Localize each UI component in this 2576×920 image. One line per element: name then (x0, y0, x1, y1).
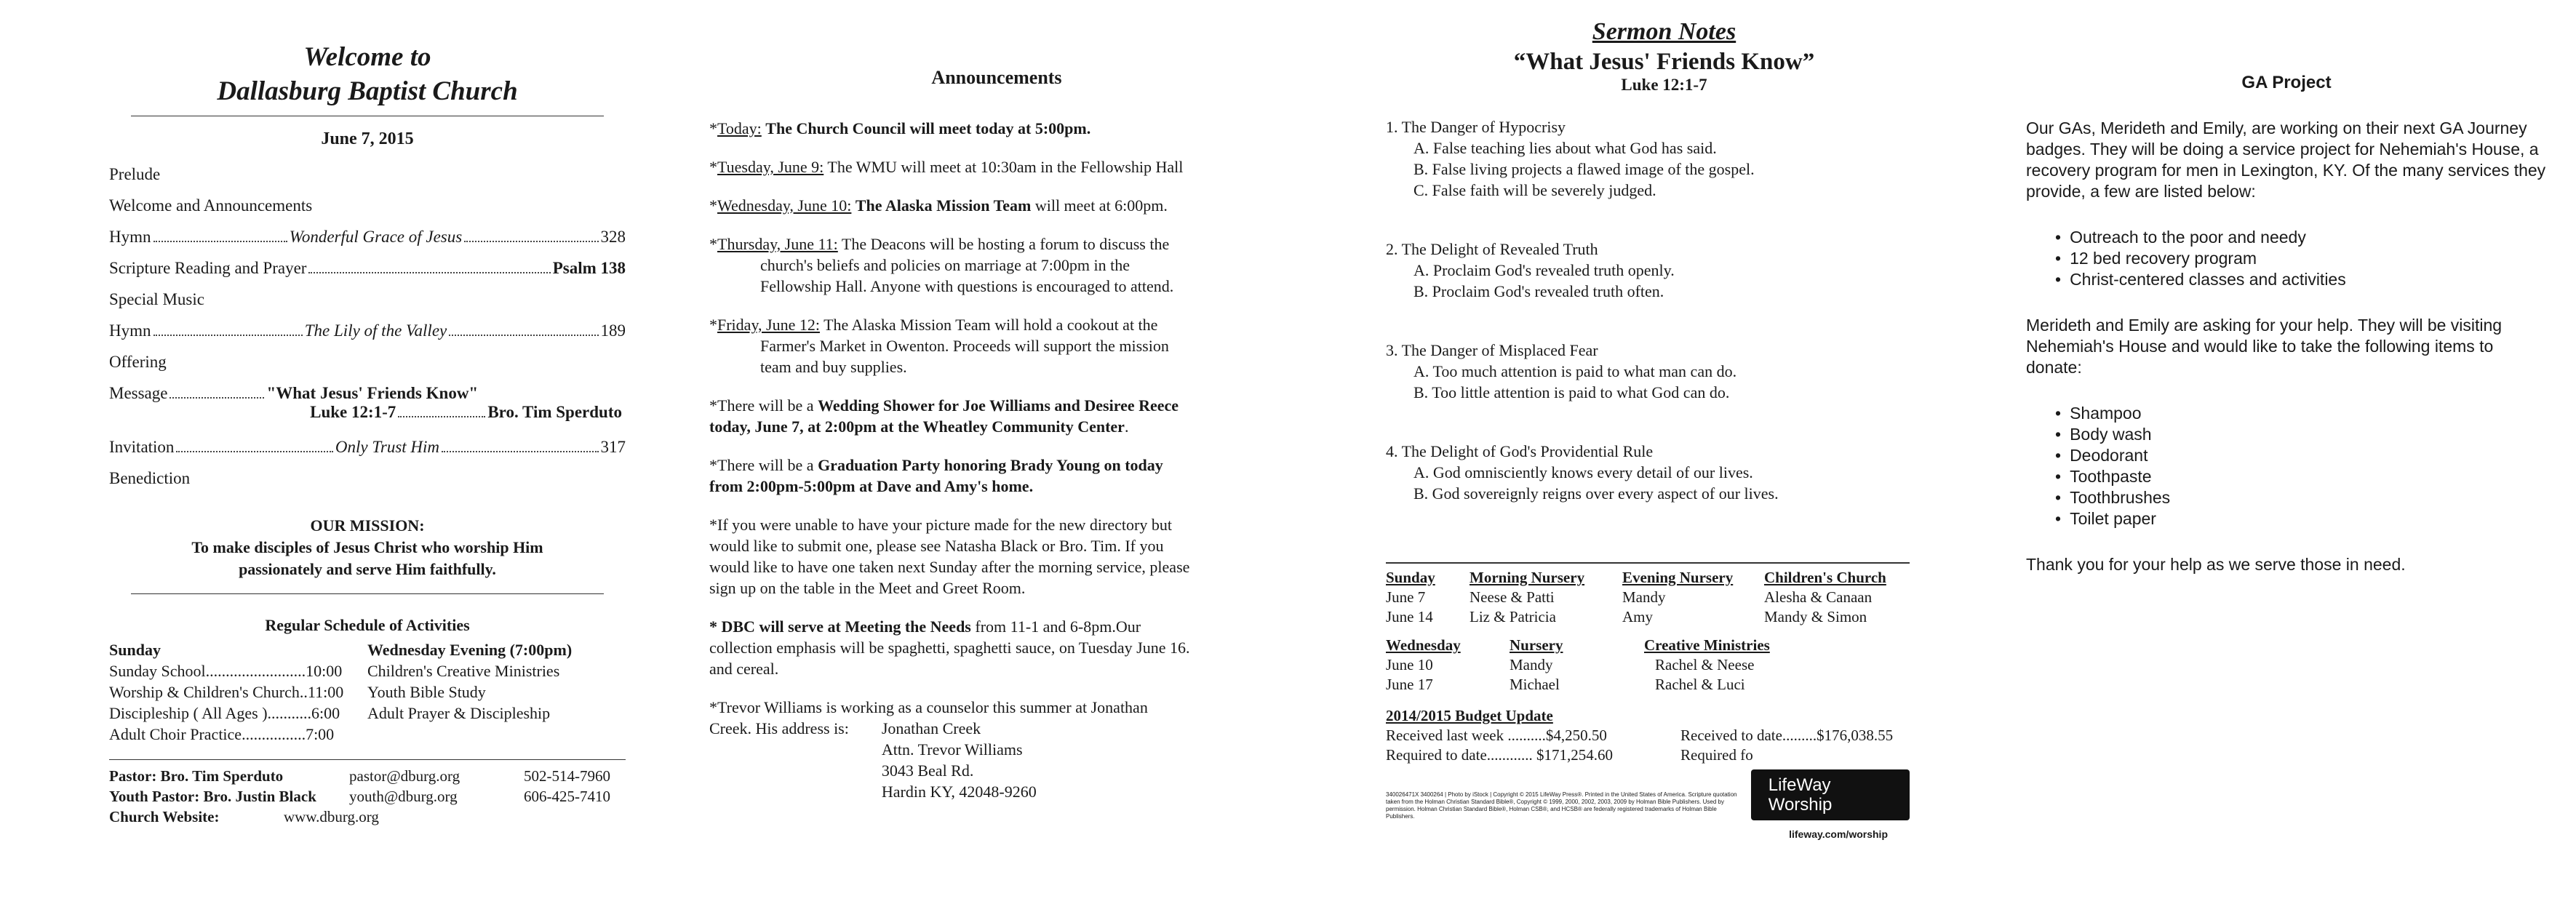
budget-row: Received last week ..........$4,250.50 Received to date.........$176,038.55 (1386, 727, 1894, 744)
order-item-message: Message "What Jesus' Friends Know" Luke 12:1-7 Bro. Tim Sperduto (109, 384, 622, 421)
list-item: • Shampoo (2055, 403, 2547, 424)
list-item: • Body wash (2055, 424, 2547, 445)
order-item: Welcome and Announcements (109, 196, 313, 215)
announcement: *There will be a Graduation Party honoring Brady Young on today from 2:00pm-5:00pm at Dave and Amy's home. (709, 456, 1163, 495)
announcement: *Wednesday, June 10: The Alaska Mission Team will meet at 6:00pm. (709, 196, 1168, 215)
contact-row: Pastor: Bro. Tim Sperduto pastor@dburg.org 502-514-7960 (109, 767, 610, 785)
order-item-hymn: Hymn Wonderful Grace of Jesus 328 (109, 228, 626, 246)
order-item: Special Music (109, 290, 204, 308)
sermon-point: 4. The Delight of God's Providential Rule A. God omnisciently knows every detail of our lives. B. God sovereignly reigns over every aspect of our lives. (1386, 442, 1779, 503)
welcome-title: Welcome to Dallasburg Baptist Church (217, 42, 518, 106)
contact-row: Youth Pastor: Bro. Justin Black youth@dburg.org 606-425-7410 (109, 788, 610, 805)
order-item: Offering (109, 353, 167, 371)
website-link: www.dburg.org (284, 808, 379, 825)
welcome-panel (0, 0, 669, 920)
nursery-header: Wednesday Nursery Creative Ministries (1386, 636, 1770, 654)
sermon-point: 1. The Danger of Hypocrisy A. False teaching lies about what God has said. B. False living projects a flawed image of the gospel. C. False faith will be severely judged. (1386, 118, 1755, 199)
list-item: • Christ-centered classes and activities (2055, 269, 2547, 290)
list-item: • Outreach to the poor and needy (2055, 227, 2547, 248)
service-date: June 7, 2015 (321, 129, 414, 148)
sermon-subtitle: “What Jesus' Friends Know” (1513, 49, 1815, 75)
table-row: June 14 Liz & Patricia Amy Mandy & Simon (1386, 608, 1867, 625)
budget-title: 2014/2015 Budget Update (1386, 707, 1553, 724)
order-item-hymn: Hymn The Lily of the Valley 189 (109, 321, 626, 340)
contacts (109, 759, 626, 827)
announcement: *Today: The Church Council will meet today at 5:00pm. (709, 119, 1091, 137)
order-item-scripture: Scripture Reading and Prayer Psalm 138 (109, 259, 626, 277)
contact-row: Church Website: www.dburg.org (109, 808, 379, 825)
publisher-footer (1386, 769, 1910, 820)
announcement: *Friday, June 12: The Alaska Mission Team will hold a cookout at the Farmer's Market in Owenton. Proceeds will support the mission team and buy supplies. (709, 316, 1169, 376)
lifeway-logo: LifeWay Worship (1751, 769, 1910, 820)
announcement: *Tuesday, June 9: The WMU will meet at 10:30am in the Fellowship Hall (709, 158, 1184, 176)
order-of-service (109, 165, 626, 500)
ga-request: Merideth and Emily are asking for your help. They will be visiting Nehemiah's House and would like to take the following items to donate: (2026, 316, 2503, 377)
list-item: • Toothpaste (2055, 466, 2547, 487)
order-item: Benediction (109, 469, 191, 487)
ga-thanks: Thank you for your help as we serve those in need. (2026, 555, 2406, 574)
table-row: June 10 Mandy Rachel & Neese (1386, 656, 1755, 673)
schedule (109, 639, 626, 745)
copyright-fine-print: 340026471X 3400264 | Photo by iStock | Copyright © 2015 LifeWay Press®. Printed in the United States of America. Scripture quotation taken from the Holman Christian Standard Bible®, Copyright © 1999, 2000, 2002, 2003, 2009 by Holman Bible Publishers. Used by permission. Holman Christian Standard Bible®, Holman CSB®, and HCSB® are federally registered trademarks of Holman Bible Publishers. (1386, 791, 1737, 820)
ga-project-panel (2008, 0, 2576, 920)
list-item: • Deodorant (2055, 445, 2547, 466)
announcement: *Thursday, June 11: The Deacons will be hosting a forum to discuss the church's beliefs and policies on marriage at 7:00pm in the Fellowship Hall. Anyone with questions is encouraged to attend. (709, 235, 1174, 295)
services-list (2026, 227, 2547, 290)
donation-items-list (2026, 403, 2547, 529)
schedule-wednesday: Wednesday Evening (7:00pm) Children's Creative Ministries Youth Bible Study Adult Prayer & Discipleship (367, 641, 573, 722)
schedule-sunday: Sunday Sunday School.........................10:00 Worship & Children's Church..11:00 Discipleship ( All Ages )...........6:00 Adult Choir Practice................7:00 (109, 641, 344, 743)
divider (131, 593, 604, 594)
announcement: *If you were unable to have your picture made for the new directory but would like to submit one, please see Natasha Black or Bro. Tim. If you would like to have one taken next Sunday after the morning service, please sign up on the table in the Meet and Greet Room. (709, 516, 1190, 597)
publisher-url: lifeway.com/worship (1789, 828, 1888, 840)
budget-row: Required to date............ $171,254.60 Required fo (1386, 746, 1753, 764)
announcement: *There will be a Wedding Shower for Joe Williams and Desiree Reece today, June 7, at 2:00pm at the Wheatley Community Center. (709, 396, 1179, 436)
mailing-address: Jonathan Creek Attn. Trevor Williams 3043 Beal Rd. Hardin KY, 42048-9260 (881, 719, 1037, 801)
list-item: • 12 bed recovery program (2055, 248, 2547, 269)
nursery-schedule (1386, 562, 1910, 844)
order-item-invitation: Invitation Only Trust Him 317 (109, 438, 626, 456)
list-item: • Toothbrushes (2055, 487, 2547, 508)
sermon-panel (1360, 0, 1957, 920)
sermon-point: 3. The Danger of Misplaced Fear A. Too much attention is paid to what man can do. B. Too little attention is paid to what God can do. (1386, 341, 1737, 401)
sermon-point: 2. The Delight of Revealed Truth A. Proclaim God's revealed truth openly. B. Proclaim God's revealed truth often. (1386, 240, 1675, 300)
list-item: • Toilet paper (2055, 508, 2547, 529)
table-row: June 7 Neese & Patti Mandy Alesha & Canaan (1386, 588, 1873, 606)
order-item: Prelude (109, 165, 161, 183)
announcements-panel (695, 0, 1313, 920)
announcements-title: Announcements (931, 67, 1062, 88)
mission-statement: OUR MISSION: To make disciples of Jesus Christ who worship Him passionately and serve Him faithfully. (191, 516, 543, 578)
sermon-title: Sermon Notes (1592, 18, 1736, 45)
ga-title: GA Project (2241, 73, 2332, 92)
sermon-reference: Luke 12:1-7 (1621, 76, 1707, 94)
nursery-header: Sunday Morning Nursery Evening Nursery Children's Church (1386, 569, 1886, 586)
ga-intro: Our GAs, Merideth and Emily, are working on their next GA Journey badges. They will be doing a service project for Nehemiah's House, a recovery program for men in Lexington, KY. Of the many services they provide, a few are listed below: (2026, 119, 2546, 201)
announcement: * DBC will serve at Meeting the Needs from 11-1 and 6-8pm.Our collection emphasis will be spaghetti, spaghetti sauce, on Tuesday June 16. and cereal. (709, 617, 1190, 678)
table-row: June 17 Michael Rachel & Luci (1386, 676, 1745, 693)
schedule-title: Regular Schedule of Activities (265, 616, 470, 634)
announcement: *Trevor Williams is working as a counselor this summer at Jonathan Creek. His address is: Jonathan Creek Attn. Trevor Williams 3043 Beal Rd. Hardin KY, 42048-9260 (709, 698, 1148, 801)
